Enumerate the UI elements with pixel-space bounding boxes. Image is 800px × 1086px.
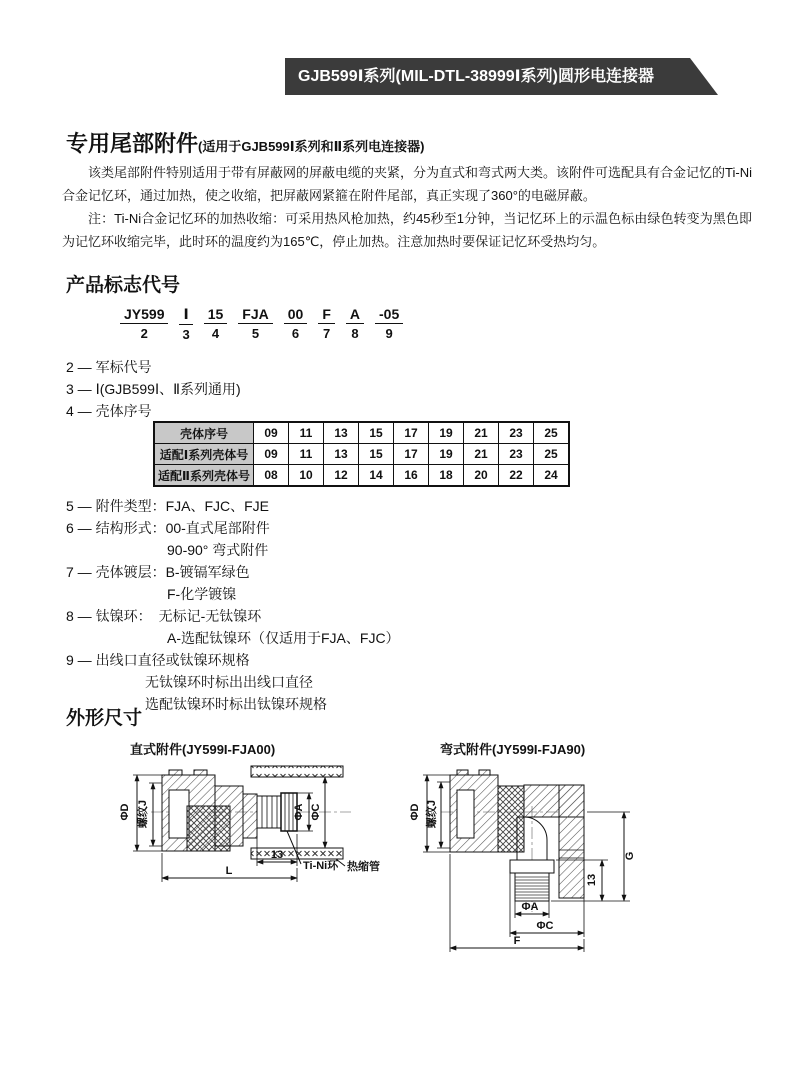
legend-line: 8 — 钛镍环： 无标记-无钛镍环 [66, 608, 262, 624]
legend-bottom [66, 495, 400, 715]
legend-line: 5 — 附件类型：FJA、FJC、FJE [66, 498, 270, 514]
dim-label-13: 13 [270, 849, 284, 861]
dim-label-thread-j: 螺纹J [137, 799, 149, 829]
dim-label-phi-d: ΦD [119, 803, 131, 821]
table-row [154, 465, 569, 487]
shell-size-table [153, 421, 570, 487]
legend-subline: 90-90° 弯式附件 [167, 542, 269, 558]
legend-line: 6 — 结构形式：00-直式尾部附件 [66, 520, 270, 536]
code-value: FJA [238, 306, 272, 324]
dim-label-phi-c: ΦC [536, 920, 554, 932]
nut-spline [479, 770, 490, 775]
table-row-label: 适配Ⅱ系列壳体号 [154, 465, 254, 487]
code-num: 9 [385, 326, 393, 341]
legend-subline: A-选配钛镍环（仅适用于FJA、FJC） [167, 630, 400, 646]
code-item [120, 306, 168, 342]
table-cell: 19 [429, 444, 464, 465]
table-cell: 25 [534, 444, 570, 465]
section-title [66, 127, 425, 158]
intro-paragraphs [62, 161, 752, 253]
table-cell: 16 [394, 465, 429, 487]
nut-spline [457, 770, 468, 775]
code-item [204, 306, 228, 342]
angled-accessory-drawing [395, 760, 695, 960]
table-cell: 17 [394, 422, 429, 444]
angled-body [441, 770, 584, 912]
nut-spline [194, 770, 207, 775]
code-value: JY599 [120, 306, 168, 324]
table-cell: 13 [324, 422, 359, 444]
table-cell: 14 [359, 465, 394, 487]
table-cell: 08 [254, 465, 289, 487]
table-row-label: 适配Ⅰ系列壳体号 [154, 444, 254, 465]
legend-top [66, 356, 241, 422]
code-item [284, 306, 308, 342]
label-heat-shrink: 热缩管 [347, 861, 380, 873]
legend-subline: F-化学镀镍 [167, 586, 237, 602]
dimensions-heading: 外形尺寸 [66, 708, 143, 729]
table-row [154, 444, 569, 465]
code-item [238, 306, 272, 342]
knurl-band [498, 786, 524, 852]
table-cell: 18 [429, 465, 464, 487]
header-banner-title: GJB599Ⅰ系列(MIL-DTL-38999Ⅰ系列)圆形电连接器 [298, 68, 654, 85]
legend-line: 4 — 壳体序号 [66, 403, 152, 419]
intro-note: 注：Ti-Ni合金记忆环的加热收缩：可采用热风枪加热，约45秒至1分钟，当记忆环上的示温色标由绿色转变为黑色即为记忆环收缩完毕，此时环的温度约为165℃，停止加热。注意加热时要保证记忆环受热均匀。 [62, 211, 752, 249]
dim-label-phi-d: ΦD [409, 803, 421, 821]
nut-slot [457, 790, 474, 838]
legend-subline: 无钛镍环时标出出线口直径 [145, 674, 313, 690]
table-cell: 12 [324, 465, 359, 487]
legend-subline: 选配钛镍环时标出钛镍环规格 [145, 696, 327, 712]
table-cell: 13 [324, 444, 359, 465]
angled-drawing-title: 弯式附件(JY599I-FJA90) [440, 742, 586, 757]
marking-code-row [120, 306, 403, 342]
section-title-note: (适用于GJB599Ⅰ系列和Ⅱ系列电连接器) [198, 139, 425, 154]
table-cell: 17 [394, 444, 429, 465]
dim-label-phi-c: ΦC [310, 803, 322, 821]
code-item [375, 306, 403, 342]
code-value: 15 [204, 306, 228, 324]
table-cell: 09 [254, 422, 289, 444]
code-value: F [318, 306, 335, 324]
table-row [154, 422, 569, 444]
table-cell: 11 [289, 422, 324, 444]
table-cell: 15 [359, 422, 394, 444]
table-row-label: 壳体序号 [154, 422, 254, 444]
legend-line: 3 — Ⅰ(GJB599Ⅰ、Ⅱ系列通用) [66, 381, 241, 397]
dim-label-phi-a: ΦA [293, 803, 305, 821]
code-num: 5 [251, 326, 260, 341]
exit-flange [510, 860, 554, 873]
label-tini-ring: Ti-Ni环 [303, 860, 339, 872]
table-cell: 21 [464, 444, 499, 465]
code-value: A [346, 306, 364, 324]
dim-label-13: 13 [586, 873, 598, 887]
legend-line: 9 — 出线口直径或钛镍环规格 [66, 652, 250, 668]
pipe-inner-curve [524, 817, 547, 860]
table-cell: 11 [289, 444, 324, 465]
dim-label-phi-a: ΦA [521, 901, 539, 913]
code-value: -05 [375, 306, 403, 324]
marking-heading: 产品标志代号 [66, 275, 181, 296]
code-item [346, 306, 364, 342]
legend-line: 7 — 壳体镀层：B-镀镉军绿色 [66, 564, 250, 580]
code-value: Ⅰ [179, 306, 192, 325]
legend-line: 2 — 军标代号 [66, 359, 152, 375]
table-cell: 23 [499, 444, 534, 465]
table-cell: 19 [429, 422, 464, 444]
nut-slot [169, 790, 189, 838]
collar [243, 794, 257, 838]
code-num: 4 [211, 326, 220, 341]
table-cell: 10 [289, 465, 324, 487]
dim-label-thread-j: 螺纹J [426, 799, 438, 829]
code-num: 6 [291, 326, 300, 341]
heat-shrink-tube-top [251, 766, 343, 777]
header-banner-slant [690, 58, 718, 95]
table-cell: 25 [534, 422, 570, 444]
dim-label-l: L [225, 865, 233, 877]
table-cell: 24 [534, 465, 570, 487]
code-item [318, 306, 335, 342]
table-cell: 22 [499, 465, 534, 487]
header-banner [285, 58, 690, 95]
dim-label-f: F [513, 935, 521, 947]
code-num: 8 [351, 326, 359, 341]
dim-label-g: G [624, 851, 636, 861]
table-cell: 20 [464, 465, 499, 487]
section-title-text: 专用尾部附件 [66, 131, 199, 156]
elbow-column [559, 785, 584, 898]
nut-spline [169, 770, 182, 775]
straight-drawing-title: 直式附件(JY599I-FJA00) [130, 742, 276, 757]
straight-accessory-drawing [95, 760, 395, 895]
table-cell: 09 [254, 444, 289, 465]
code-num: 3 [182, 327, 190, 342]
table-cell: 21 [464, 422, 499, 444]
code-item [179, 306, 192, 342]
code-num: 7 [322, 326, 331, 341]
intro-paragraph: 该类尾部附件特别适用于带有屏蔽网的屏蔽电缆的夹紧，分为直式和弯式两大类。该附件可选配具有合金记忆的Ti-Ni合金记忆环，通过加热，使之收缩，把屏蔽网紧箍在附件尾部，真正实现了360°的电磁屏蔽。 [62, 165, 752, 203]
table-cell: 15 [359, 444, 394, 465]
backshell-body [215, 786, 243, 846]
code-value: 00 [284, 306, 308, 324]
table-cell: 23 [499, 422, 534, 444]
code-num: 2 [140, 326, 148, 341]
